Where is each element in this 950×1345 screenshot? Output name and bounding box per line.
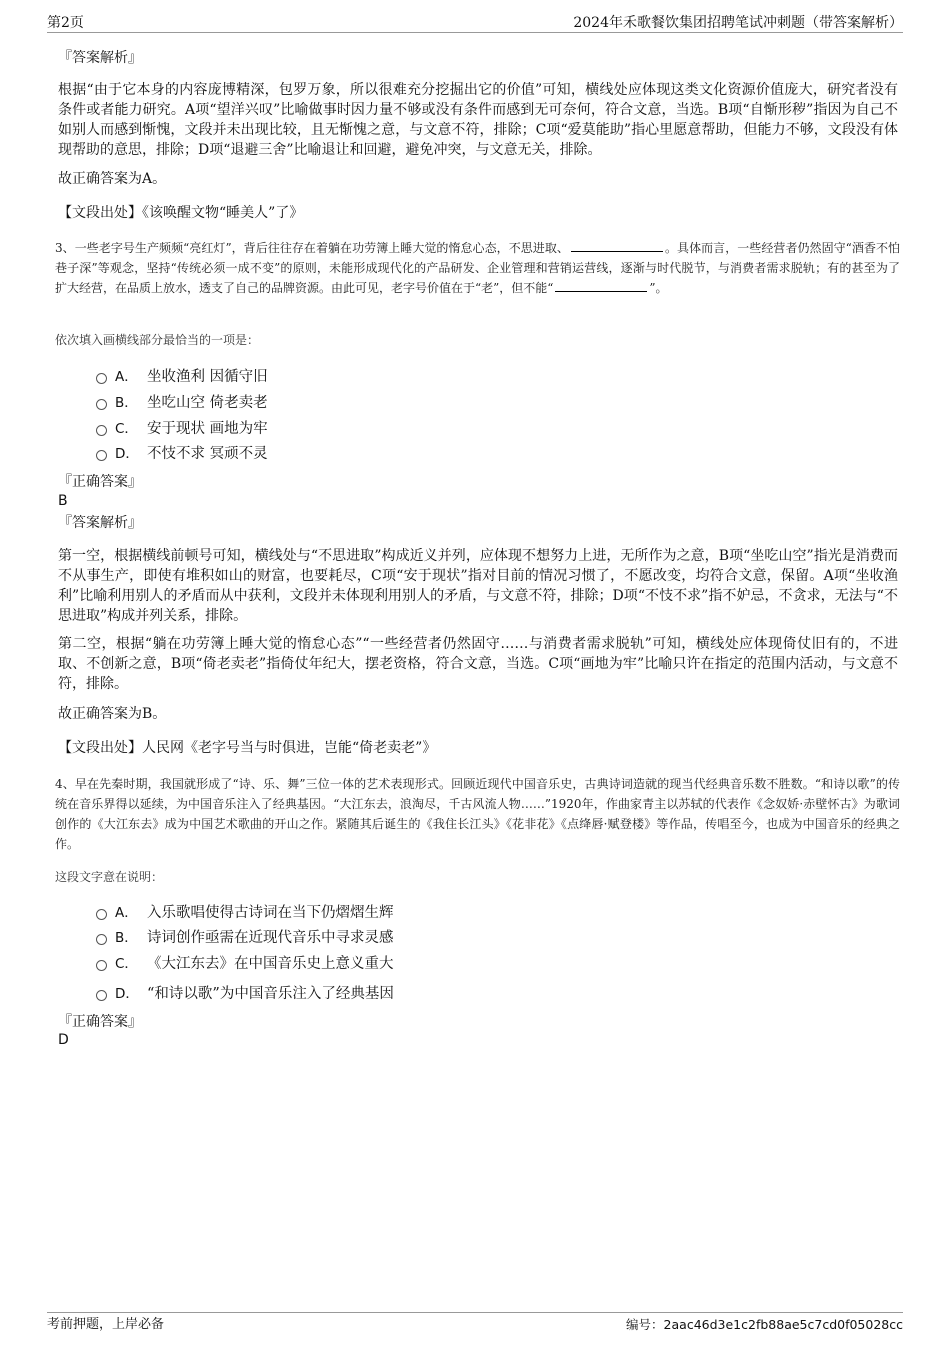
- radio-icon[interactable]: [96, 934, 107, 945]
- q4-option-b[interactable]: B． 诗词创作亟需在近现代音乐中寻求灵感: [96, 927, 394, 949]
- q3-correct-answer: B: [58, 493, 68, 509]
- radio-icon[interactable]: [96, 990, 107, 1001]
- q2-analysis-label: 『答案解析』: [58, 50, 142, 66]
- q3-option-c[interactable]: C． 安于现状 画地为牢: [96, 418, 268, 440]
- q4-stem: 4、早在先秦时期，我国就形成了“诗、乐、舞”三位一体的艺术表现形式。回顾近现代中国音乐史，古典诗词造就的现当代经典音乐数不胜数。“和诗以歌”的传统在音乐界得以延续，为中国音乐注入了经典基因。“大江东去，浪淘尽，千古风流人物……”1920年，作曲家青主以苏轼的代表作《念奴娇·赤壁怀古》为歌词创作的《大江东去》成为中国艺术歌曲的开山之作。紧随其后诞生的《我住长江头》《花非花》《点绛唇·赋登楼》等作品，传唱至今，也成为中国音乐的经典之作。: [55, 777, 900, 851]
- q4-correct-label: 『正确答案』: [58, 1014, 142, 1030]
- q4-correct-answer: D: [58, 1032, 69, 1048]
- q3-analysis-2: 第二空，根据“躺在功劳簿上睡大觉的惰怠心态”“一些经营者仍然固守……与消费者需求脱轨”可知，横线处应体现倚仗旧有的，不进取、不创新之意，B项“倚老卖老”指倚仗年纪大，摆老资格，符合文意，当选。C项“画地为牢”比喻只许在指定的范围内活动，与文意不符，排除。: [58, 636, 898, 692]
- page-footer: [47, 1312, 903, 1335]
- q3-option-d[interactable]: D． 不忮不求 冥顽不灵: [96, 443, 268, 465]
- radio-icon[interactable]: [96, 425, 107, 436]
- q4-option-a[interactable]: A． 入乐歌唱使得古诗词在当下仍熠熠生辉: [96, 902, 394, 924]
- q4-option-d[interactable]: D． “和诗以歌”为中国音乐注入了经典基因: [96, 983, 394, 1005]
- q3-stem: 3、一些老字号生产频频“亮红灯”，背后往往存在着躺在功劳簿上睡大觉的惰怠心态，不思进取、 。具体而言，一些经营者仍然固守“酒香不怕巷子深”等观念，坚持“传统必须一成不变”的原则，未能形成现代化的产品研发、企业管理和营销运营线，逐渐与时代脱节，与消费者需求脱轨；有的甚至为了扩大经营，在品质上放水，透支了自己的品牌资源。由此可见，老字号价值在于“老”，但不能“ ”。: [55, 241, 900, 295]
- page-header: [47, 14, 903, 33]
- page-number: 第2页: [47, 15, 84, 31]
- radio-icon[interactable]: [96, 909, 107, 920]
- q2-analysis-text: 根据“由于它本身的内容庞博精深，包罗万象，所以很难充分挖掘出它的价值”可知，横线处应体现这类文化资源价值庞大，研究者没有条件或者能力研究。A项“望洋兴叹”比喻做事时因力量不够或没有条件而感到无可奈何，符合文意，当选。B项“自惭形秽”指因为自己不如别人而感到惭愧，文段并未出现比较，且无惭愧之意，与文意不符，排除；C项“爱莫能助”指心里愿意帮助，但能力不够，文段没有体现帮助的意思，排除；D项“退避三舍”比喻退让和回避，避免冲突，与文意无关，排除。: [58, 82, 898, 158]
- blank-2: [555, 279, 647, 292]
- footer-slogan: 考前押题，上岸必备: [47, 1317, 165, 1332]
- q2-conclusion: 故正确答案为A。: [58, 171, 167, 187]
- radio-icon[interactable]: [96, 373, 107, 384]
- blank-1: [571, 239, 663, 252]
- q3-source: 【文段出处】人民网《老字号当与时俱进，岂能“倚老卖老”》: [58, 740, 437, 756]
- q3-conclusion: 故正确答案为B。: [58, 706, 167, 722]
- q3-analysis-1: 第一空，根据横线前顿号可知，横线处与“不思进取”构成近义并列，应体现不想努力上进，无所作为之意，B项“坐吃山空”指光是消费而不从事生产，即使有堆积如山的财富，也要耗尽，C项“安于现状”指对目前的情况习惯了，不愿改变，均符合文意，保留。A项“坐收渔利”比喻利用别人的矛盾而从中获利，文段并未体现利用别人的矛盾，与文意不符，排除；D项“不忮不求”指不妒忌，不贪求，无法与“不思进取”构成并列关系，排除。: [58, 548, 898, 624]
- radio-icon[interactable]: [96, 399, 107, 410]
- document-id: 编号：2aac46d3e1c2fb88ae5c7cd0f05028cc: [626, 1317, 903, 1332]
- radio-icon[interactable]: [96, 450, 107, 461]
- q3-instruction: 依次填入画横线部分最恰当的一项是：: [55, 333, 260, 347]
- q4-option-c[interactable]: C． 《大江东去》在中国音乐史上意义重大: [96, 953, 394, 975]
- q3-option-a[interactable]: A． 坐收渔利 因循守旧: [96, 366, 268, 388]
- q3-analysis-label: 『答案解析』: [58, 515, 142, 531]
- q2-source: 【文段出处】《该唤醒文物“睡美人”了》: [58, 205, 304, 221]
- document-title: 2024年禾歌餐饮集团招聘笔试冲刺题（带答案解析）: [573, 15, 903, 31]
- radio-icon[interactable]: [96, 960, 107, 971]
- q3-option-b[interactable]: B． 坐吃山空 倚老卖老: [96, 392, 268, 414]
- q4-instruction: 这段文字意在说明：: [55, 870, 164, 884]
- q3-correct-label: 『正确答案』: [58, 474, 142, 490]
